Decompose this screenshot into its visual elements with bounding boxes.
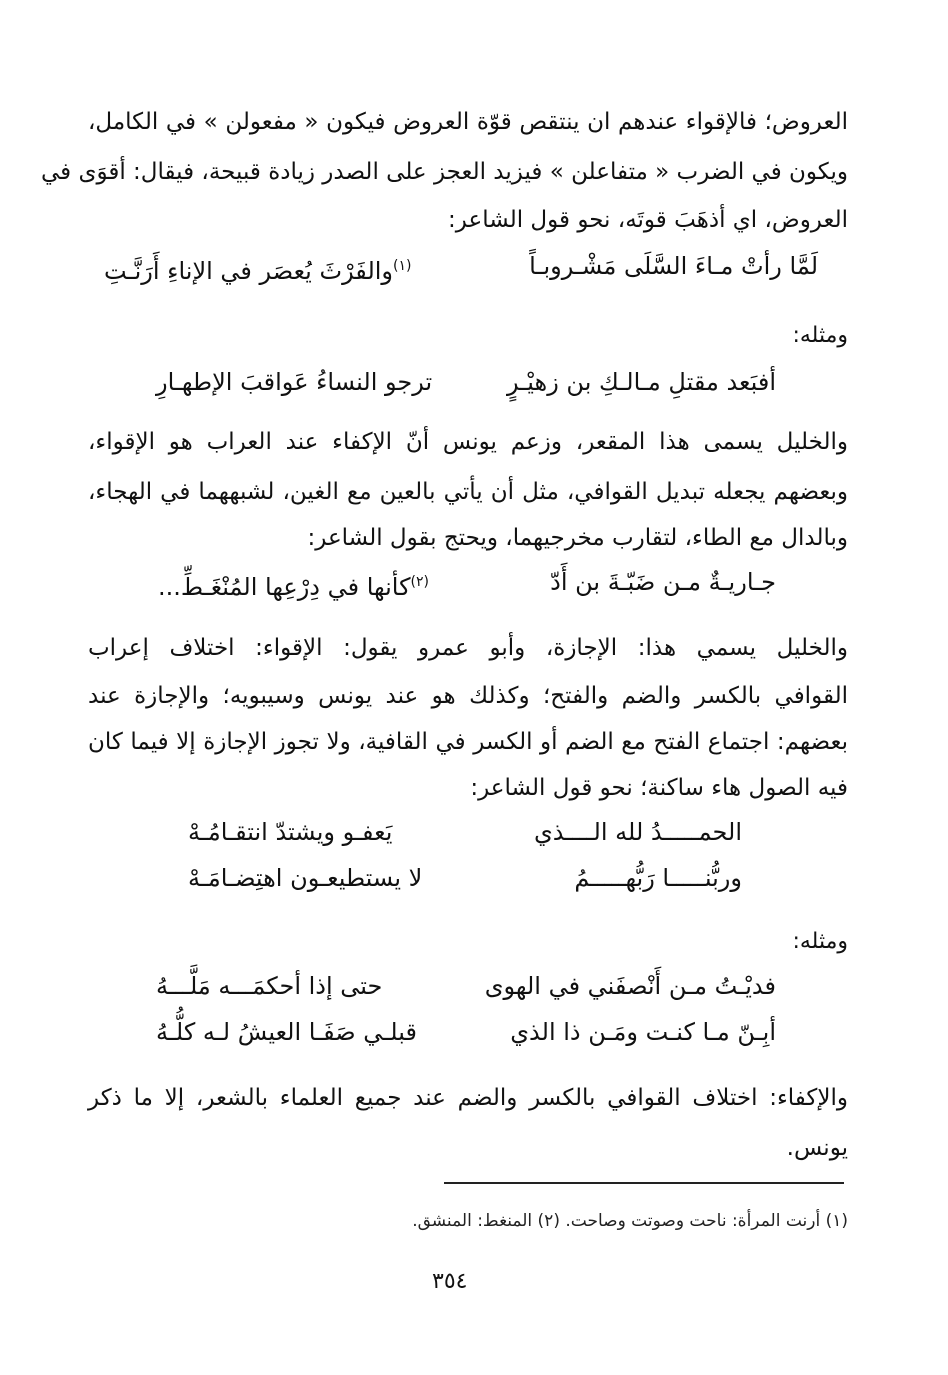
verse-2-first-hemistich: أفبَعد مقتلِ مـالـكِ بن زهيْـرٍ [507,368,776,396]
footnote-marker-1: (١) [393,258,412,274]
verse-2-second-hemistich: ترجو النساءُ عَواقبَ الإطهـارِ [156,368,433,396]
verse-1-second-hemistich [104,246,412,291]
example-label-2: ومثله: [792,929,848,954]
paragraph-1-line-3: العروض، اي أذهَبَ قوتَه، نحو قول الشاعر: [448,207,848,233]
paragraph-1-line-1: العروض؛ فالإقواء عندهم ان ينتقص قوّة العروض فيكون « مفعولن » في الكامل، [88,109,848,135]
verse-3-second-hemistich [158,562,429,607]
verse-3-second-hemistich-text: كأنها في دِرْعِها المُنْغَـطِّ... [158,573,411,601]
footnote-marker-2: (٢) [410,574,429,590]
paragraph-4-line-1: والإكفاء: اختلاف القوافي بالكسر والضم عند جميع العلماء بالشعر، إلا ما ذكر [88,1085,848,1111]
verse-5-first-hemistich: وربُّنـــــا رَبُّهـــــمُ [574,864,742,892]
verse-4-first-hemistich: الحمـــــدُ لله الــــذي [534,818,742,846]
paragraph-2-line-2: وبعضهم يجعله تبديل القوافي، مثل أن يأتي بالعين مع الغين، لشبههما في الهجاء، [88,479,848,505]
paragraph-2-line-1: والخليل يسمى هذا المقعر، وزعم يونس أنّ الإكفاء عند العراب هو الإقواء، [88,429,848,455]
paragraph-1-line-2: ويكون في الضرب « متفاعلن » فيزيد العجز على الصدر زيادة قبيحة، فيقال: أقوَى في [41,159,848,185]
verse-6-first-hemistich: فديْـتُ مـن أَنْصفَني في الهوى [484,972,776,1000]
verse-4-second-hemistich: يَعفـو ويشتدّ انتقـامُـهْ [188,818,393,846]
example-label-1: ومثله: [792,323,848,348]
verse-3-first-hemistich: جـاريـةٌ مـن ضَبّـةَ بن أَدّ [550,568,776,596]
verse-5-second-hemistich: لا يستطيعـون اهتِضـامَـهْ [188,864,423,892]
verse-6-second-hemistich: حتى إذا أحكمَـــه مَلَّـــهُ [156,972,383,1000]
verse-1-first-hemistich: لَمَّا رأتْ مـاءَ السَّلَى مَشْـروبـاً [529,252,818,280]
page-number: ٣٥٤ [432,1269,468,1294]
paragraph-4-line-2: يونس. [786,1135,848,1161]
verse-1-second-hemistich-text: والفَرْثَ يُعصَر في الإناءِ أَرَنَّـتِ [104,257,394,285]
paragraph-3-line-4: فيه الصول هاء ساكنة؛ نحو قول الشاعر: [470,775,848,801]
footnote-separator [444,1182,844,1184]
footnotes: (١) أرنت المرأة: ناحت وصوتت وصاحت. (٢) المنغط: المنشق. [412,1211,848,1231]
paragraph-3-line-2: القوافي بالكسر والضم والفتح؛ وكذلك هو عند يونس وسيبويه؛ والإجازة عند [88,683,848,709]
paragraph-3-line-3: بعضهم: اجتماع الفتح مع الضم أو الكسر في القافية، ولا تجوز الإجازة إلا فيما كان [88,729,848,755]
paragraph-3-line-1: والخليل يسمي هذا: الإجازة، وأبو عمرو يقول: الإقواء: اختلاف إعراب [88,635,848,661]
verse-7-second-hemistich: قبلـي صَفَـا العيشُ لـه كلُّـهُ [156,1018,417,1046]
verse-7-first-hemistich: أبِـنّ مـا كنـت ومَـن ذا الذي [510,1018,776,1046]
paragraph-2-line-3: وبالدال مع الطاء، لتقارب مخرجيهما، ويحتج بقول الشاعر: [307,525,848,551]
